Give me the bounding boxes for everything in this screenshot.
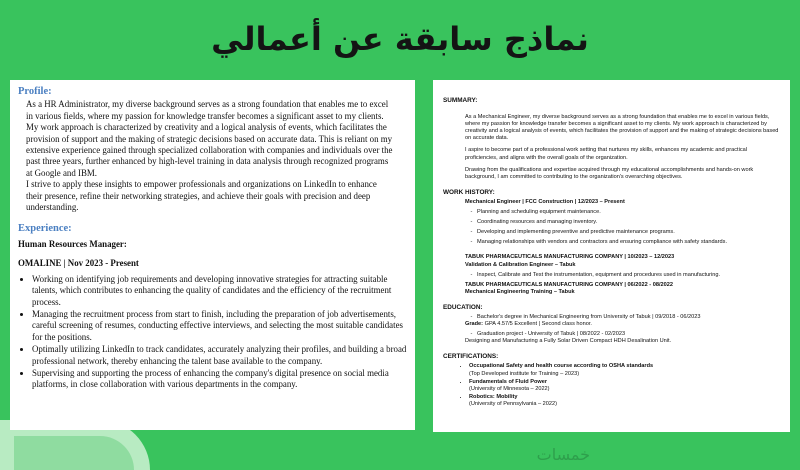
list-item: • Working on identifying job requirements and developing innovative strategies for attracting suitable talents, which contributes to enhancing the quality of candidates and the efficiency of the recruitment process. — [32, 274, 409, 308]
job1-title: Mechanical Engineer | FCC Construction | 12/2023 – Present — [465, 198, 625, 205]
cert-name: Occupational Safety and health course according to OSHA standards — [469, 363, 654, 370]
cert-detail: (University of Pennsylvania – 2022) — [469, 400, 557, 407]
education-grade — [443, 321, 780, 328]
certifications-heading: CERTIFICATIONS: — [443, 353, 499, 361]
profile-heading: Profile: — [18, 86, 52, 97]
cert-name: Robotics: Mobility — [469, 393, 518, 400]
cv-sample-engineer — [433, 80, 790, 432]
cert-detail: (University of Minnesota – 2022) — [469, 385, 550, 392]
education-list — [443, 314, 780, 321]
certifications-list — [443, 363, 780, 408]
profile-line: As a HR Administrator, my diverse background serves as a strong foundation that enables me to excel — [26, 99, 389, 110]
job-bullets — [18, 274, 409, 391]
profile-line: I strive to apply these insights to empower professionals and organizations on LinkedIn to enhance — [26, 179, 377, 190]
list-item: - Inspect, Calibrate and Test the instrumentation, equipment and procedures used in manufacturing. — [477, 272, 780, 279]
profile-line: provision of support and the making of strategic decisions based on accurate data. This is reliant on my — [26, 133, 393, 144]
project-list — [443, 331, 780, 338]
list-item: - Managing relationships with vendors and contractors and ensuring compliance with safety standards. — [477, 239, 780, 246]
list-item: - Bachelor's degree in Mechanical Engineering from University of Tabuk | 09/2018 - 06/2023 — [477, 314, 780, 321]
profile-line: extensive experience gained through specialized collaboration with companies and individuals over the — [26, 145, 393, 156]
job3-company: TABUK PHARMACEUTICALS MANUFACTURING COMPANY | 06/2022 - 08/2022 — [465, 281, 673, 288]
list-item: - Developing and implementing preventive and predictive maintenance programs. — [477, 229, 780, 236]
profile-line: at Google and IBM. — [26, 167, 97, 178]
profile-line: understanding. — [26, 202, 79, 213]
list-item: • Optimally utilizing LinkedIn to track candidates, accurately analyzing their profiles, and building a broad professional network, thereby enhancing the talent base available to the company. — [32, 344, 409, 367]
summary-heading: SUMMARY: — [443, 97, 478, 104]
list-item: - Coordinating resources and managing inventory. — [477, 219, 780, 226]
list-item: • Managing the recruitment process from start to finish, including the preparation of job advertisements, careful screening of resumes, conducting effective interviews, and selecting the most suitable candidates for the positions. — [32, 309, 409, 343]
grade-value: GPA 4.57/5 Excellent | Second class honor. — [484, 321, 592, 328]
list-item — [469, 394, 780, 408]
summary-p3: Drawing from the qualifications and expertise acquired through my educational accomplishments and hands-on work background, I am committed to contributing to the organization's overarching objectives. — [465, 166, 754, 180]
cv-sample-hr — [10, 80, 415, 430]
list-item — [469, 379, 780, 393]
watermark: خمسات — [536, 445, 590, 464]
page-title: نماذج سابقة عن أعمالي — [211, 20, 589, 58]
job2-bullets — [443, 272, 780, 279]
profile-line: My work approach is characterized by creativity and a logical analysis of events, which facilitates the — [26, 122, 387, 133]
list-item: - Planning and scheduling equipment maintenance. — [477, 209, 780, 216]
profile-line: in various fields, where my passion for knowledge transfer becomes a significant asset to my clients. — [26, 110, 384, 121]
grade-label: Grade: — [465, 321, 484, 328]
profile-line: past three years, further enhanced by high-level training in data analysis through recognized programs — [26, 156, 389, 167]
job2-role: Validation & Calibration Engineer – Tabuk — [465, 261, 576, 268]
education-heading: EDUCATION: — [443, 303, 483, 311]
job3-role: Mechanical Engineering Training – Tabuk — [465, 288, 575, 295]
profile-line: their presence, refine their networking strategies, and achieve their goals with precision and deep — [26, 190, 371, 201]
job2-company: TABUK PHARMACEUTICALS MANUFACTURING COMPANY | 10/2023 – 12/2023 — [465, 254, 675, 261]
job-role: Human Resources Manager: — [18, 238, 127, 249]
list-item: • Supervising and supporting the process of enhancing the company's digital presence on social media platforms, in close collaboration with various departments in the company. — [32, 368, 409, 391]
job-company: OMALINE | Nov 2023 - Present — [18, 258, 139, 269]
experience-heading: Experience: — [18, 223, 72, 235]
job1-bullets — [443, 209, 780, 246]
profile-text — [18, 99, 409, 213]
decorative-blob-inner — [14, 436, 134, 470]
summary-p1: As a Mechanical Engineer, my diverse background serves as a strong foundation that enables me to excel in various fields, where my passion for knowledge transfer becomes a significant asset to my clients. My work approach is characterized by creativity and a logical analysis of events, which facilitates the provision of support and the making of strategic decisions based on accurate data. — [465, 114, 779, 142]
project-desc: Designing and Manufacturing a Fully Solar Driven Compact HDH Desalination Unit. — [465, 338, 672, 345]
cert-detail: (Top Developed institute for Training – 2023) — [469, 370, 580, 377]
cert-name: Fundamentals of Fluid Power — [469, 378, 548, 385]
summary-p2: I aspire to become part of a professional work setting that nurtures my skills, enhances my academic and practical proficiencies, and aligns with the overall goals of the organization. — [465, 147, 747, 161]
list-item: - Graduation project - University of Tabuk | 08/2022 - 02/2023 — [477, 331, 780, 338]
list-item — [469, 363, 780, 377]
work-heading: WORK HISTORY: — [443, 188, 495, 196]
